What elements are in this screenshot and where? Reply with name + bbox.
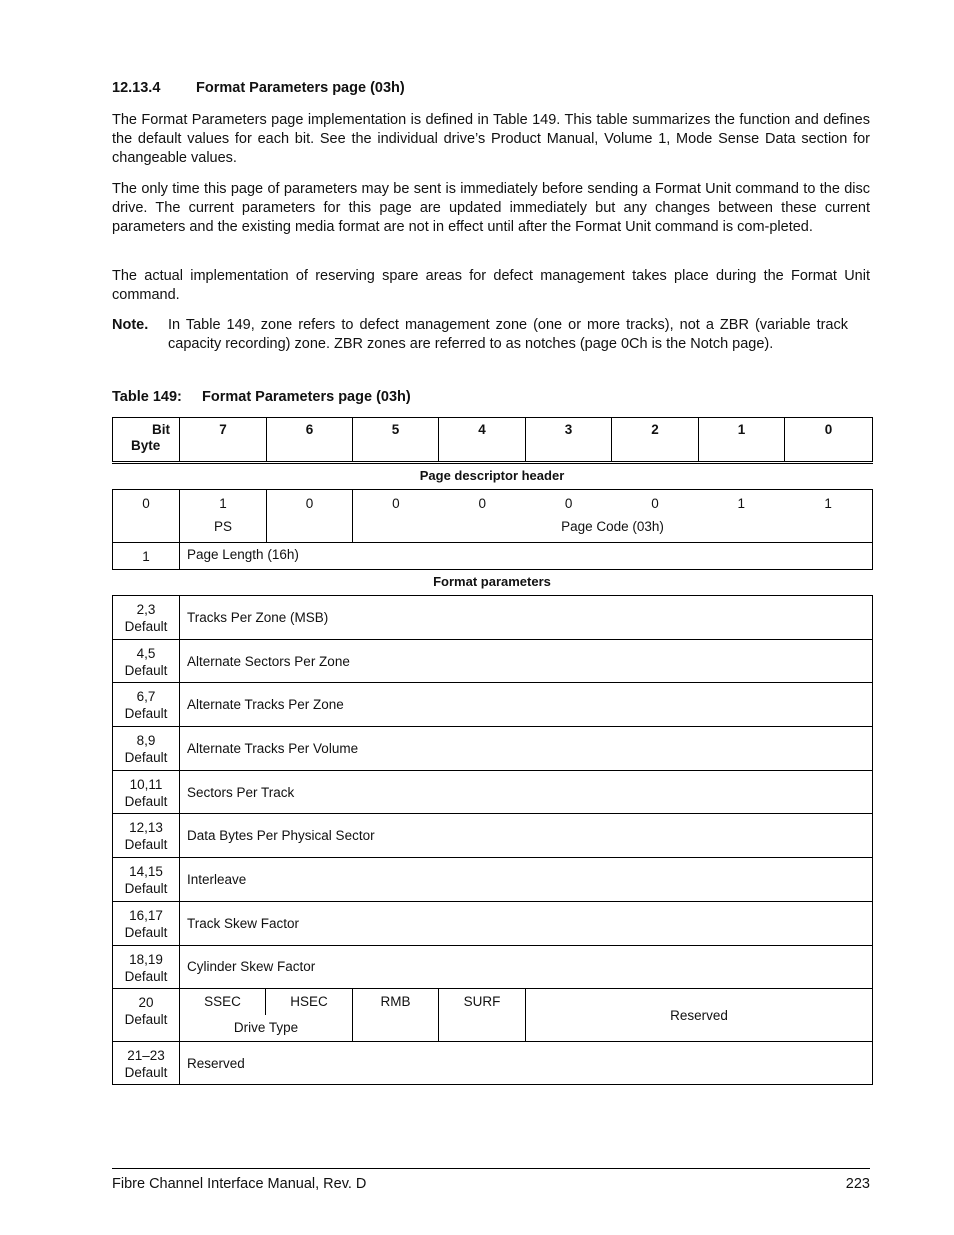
param-default-label: Default [124,793,168,809]
byte-21-23-cell [113,1042,180,1085]
param-label-cell: Alternate Tracks Per Volume [180,727,873,771]
param-row [113,770,873,814]
byte0-bit1-value: 1 [737,496,746,511]
param-byte-cell [113,727,180,771]
bit-6-header: 6 [267,418,353,463]
paragraph-2: The only time this page of parameters may be sent is immediately before sending a Format Unit command to the disc drive. The current parameters for this page are updated immediately but any changes between these current parameters and the existing media format are not in effect until after the Format Unit command is com-pleted. [112,181,870,235]
byte-20-default: Default [124,1012,168,1028]
bit-5-header: 5 [353,418,439,463]
param-default-label: Default [124,619,168,634]
byte0-bit5-value: 0 [392,496,400,511]
surf-cell: SURF [439,989,526,1042]
table-caption-title: Format Parameters page (03h) [202,389,411,405]
param-label-cell: Data Bytes Per Physical Sector [180,814,873,858]
param-byte-cell [113,858,180,902]
section-title: Format Parameters page (03h) [196,80,405,96]
table-header [112,417,873,464]
drive-type-label: Drive Type [233,1020,299,1036]
param-label-cell: Track Skew Factor [180,901,873,945]
param-row [113,596,873,640]
param-row [113,858,873,902]
param-row [113,814,873,858]
section-heading [112,80,405,96]
rmb-cell: RMB [353,989,439,1042]
table-caption [112,389,411,405]
table-format-parameters [112,595,873,1085]
param-byte-cell [113,683,180,727]
bit-2-header: 2 [612,418,699,463]
page-code-cell [353,490,873,543]
param-byte-number: 2,3 [136,602,156,617]
hsec-label: HSEC [290,994,328,1010]
byte0-bit0-value: 1 [824,496,832,511]
paragraph-1: The Format Parameters page implementation is defined in Table 149. This table summarizes the function and defines the default values for each bit. See the individual drive’s Product Manual, Volume 1, Mode Sense Data section for changeable values. [112,112,870,166]
param-row [113,683,873,727]
param-byte-number: 4,5 [136,645,156,661]
param-byte-number: 16,17 [129,907,163,923]
page-code-label: Page Code (03h) [561,519,664,534]
param-row [113,727,873,771]
param-row [113,639,873,683]
note-text: In Table 149, zone refers to defect management zone (one or more tracks), not a ZBR (variable track capacity recording) zone. ZBR zones are referred to as notches (page 0Ch is the Notch page). [168,317,848,352]
byte-21-23-number: 21–23 [127,1048,165,1064]
param-label-cell: Tracks Per Zone (MSB) [180,596,873,640]
param-byte-number: 10,11 [129,776,163,792]
param-byte-cell [113,814,180,858]
footer-page-number: 223 [845,1176,870,1192]
byte0-bit2-value: 0 [651,496,659,511]
param-label-cell: Alternate Tracks Per Zone [180,683,873,727]
footer-rule [112,1168,870,1169]
param-label-cell: Interleave [180,858,873,902]
param-byte-cell [113,596,180,640]
bit-3-header: 3 [526,418,612,463]
note-label: Note. [112,317,149,333]
param-default-label: Default [124,968,168,984]
byte-20-number: 20 [138,995,154,1011]
format-parameters-header: Format parameters [433,574,551,589]
byte0-bit6-cell: 0 [267,490,353,543]
param-default-label: Default [124,837,168,853]
bit-label: Bit [152,422,170,437]
page-length-cell: Page Length (16h) [180,543,873,570]
row21-reserved-cell: Reserved [180,1042,873,1085]
param-default-label: Default [124,881,168,897]
param-byte-number: 14,15 [129,864,163,880]
byte-0-cell: 0 [113,490,180,543]
note [112,316,848,354]
param-row [113,945,873,989]
byte0-bit7-cell [180,490,267,543]
footer-title: Fibre Channel Interface Manual, Rev. D [112,1176,367,1192]
param-default-label: Default [124,924,168,940]
ps-label: PS [213,519,232,534]
param-default-label: Default [124,706,168,722]
param-default-label: Default [124,662,168,678]
byte-label: Byte [131,438,161,453]
byte0-bit7-value: 1 [219,496,227,511]
byte-1-cell: 1 [113,543,180,570]
table-page-descriptor [112,489,873,570]
byte-20-cell [113,989,180,1042]
row20-reserved-cell: Reserved [526,989,873,1042]
param-byte-number: 6,7 [136,689,156,705]
param-byte-cell [113,945,180,989]
section-number: 12.13.4 [112,80,161,96]
bit-7-header: 7 [180,418,267,463]
param-label-cell: Cylinder Skew Factor [180,945,873,989]
param-byte-cell [113,639,180,683]
paragraph-3: The actual implementation of reserving spare areas for defect management takes place during the Format Unit command. [112,268,870,303]
ssec-label: SSEC [180,989,266,1015]
param-default-label: Default [124,750,168,766]
param-byte-cell [113,901,180,945]
bit-byte-header [113,418,180,463]
param-byte-number: 18,19 [129,951,163,967]
page-descriptor-header: Page descriptor header [419,468,565,483]
table-caption-number: Table 149: [112,389,182,405]
byte0-bit4-value: 0 [478,496,487,511]
param-byte-cell [113,770,180,814]
bit-4-header: 4 [439,418,526,463]
byte0-bit3-value: 0 [564,496,573,511]
byte-21-23-default: Default [124,1065,168,1081]
param-byte-number: 12,13 [129,820,163,836]
param-row [113,901,873,945]
bit-0-header: 0 [785,418,873,463]
param-byte-number: 8,9 [136,733,156,749]
param-label-cell: Sectors Per Track [180,770,873,814]
drive-type-cell [180,989,353,1042]
param-label-cell: Alternate Sectors Per Zone [180,639,873,683]
bit-1-header: 1 [699,418,785,463]
